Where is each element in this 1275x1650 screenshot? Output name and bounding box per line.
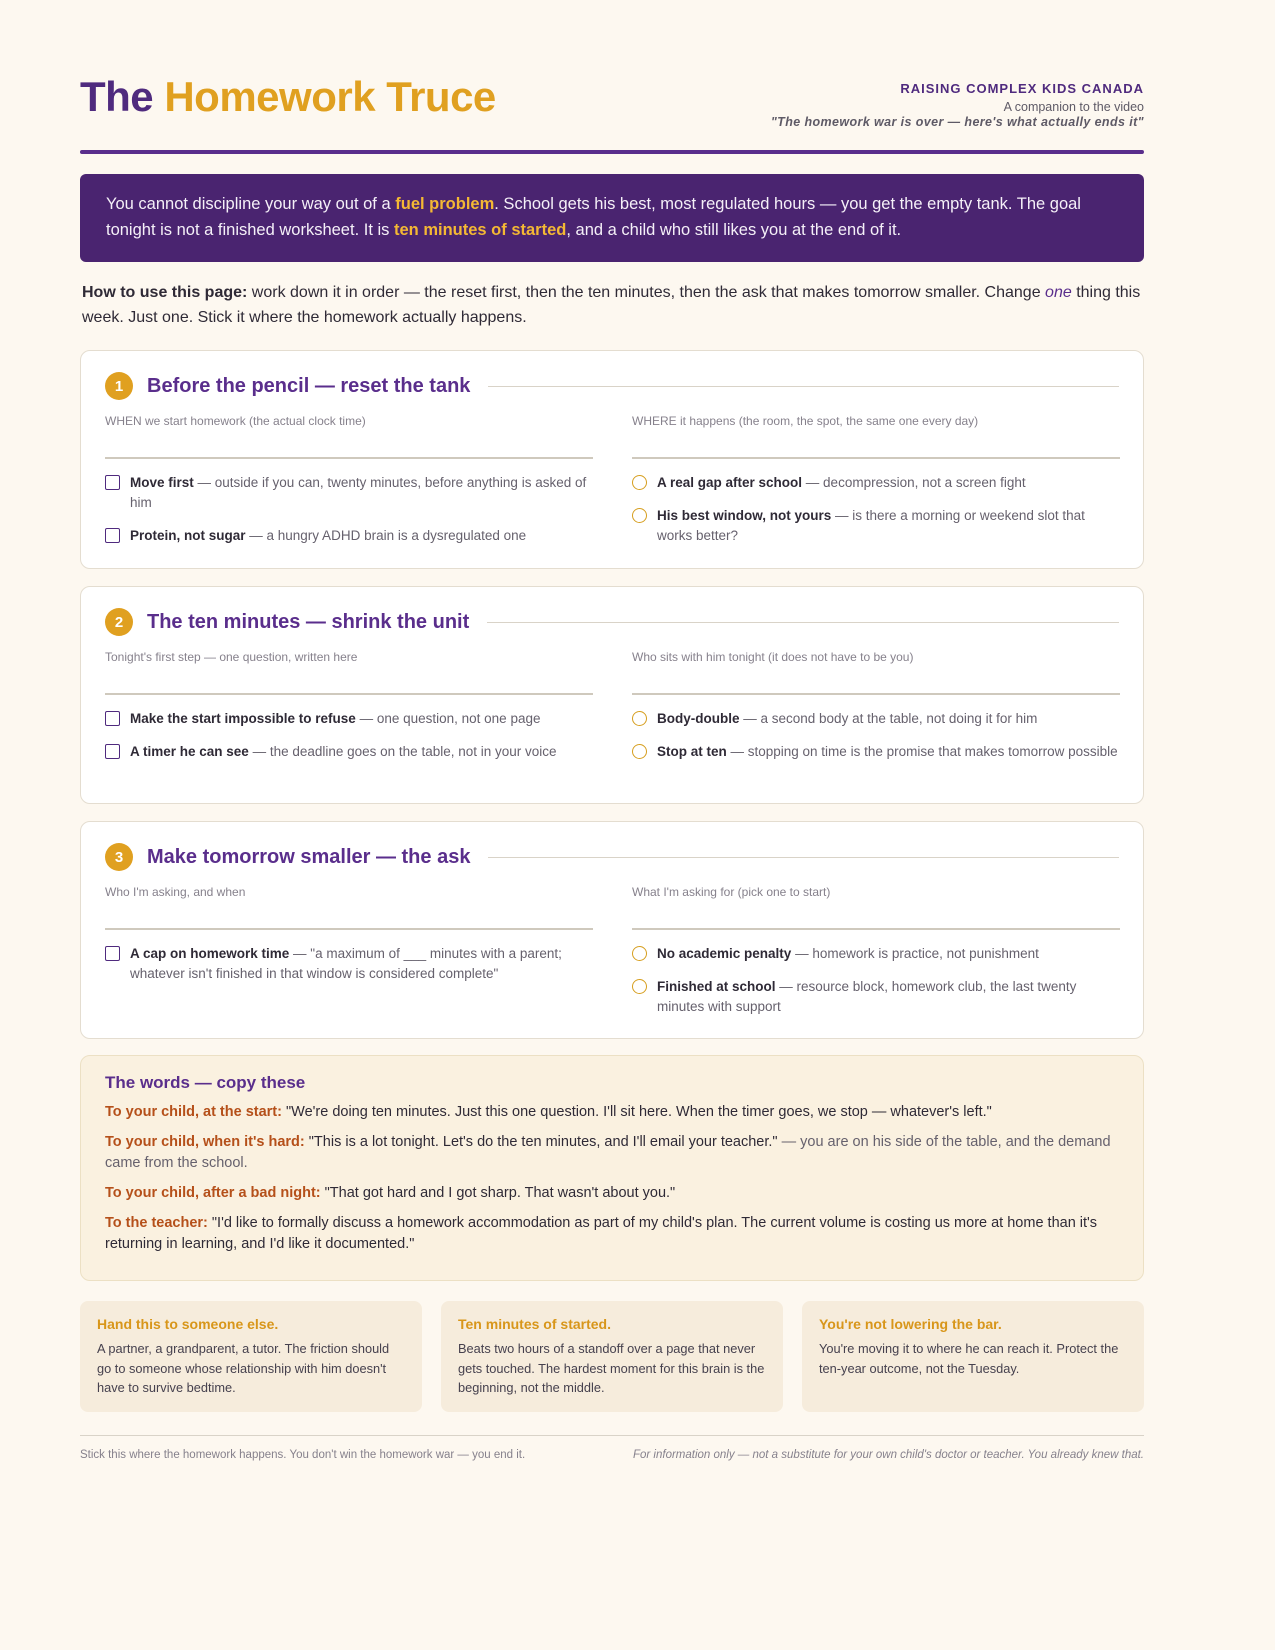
field-label: Who sits with him tonight (it does not have to be you) [632, 650, 914, 664]
option-list [632, 944, 1120, 1017]
item-bold: Make the start impossible to refuse [130, 711, 356, 726]
script-quote: "We're doing ten minutes. Just this one question. I'll sit here. When the timer goes, we stop — whatever's left." [281, 1104, 992, 1120]
option-item [632, 506, 1120, 546]
item-bold: A cap on homework time [130, 946, 290, 961]
footer-note: Stick this where the homework happens. You don't win the homework war — you end it. [80, 1449, 526, 1461]
checklist [105, 944, 593, 984]
checkbox[interactable] [105, 711, 120, 726]
radio-circle[interactable] [632, 711, 647, 726]
footer-divider [80, 1435, 1144, 1436]
hero-banner [80, 174, 1144, 262]
field-label: Who I'm asking, and when [105, 885, 246, 899]
item-text [657, 709, 1037, 729]
item-rest: — decompression, not a screen fight [802, 475, 1026, 490]
item-rest: — is there a morning or weekend slot that works better? [657, 508, 1085, 543]
section-title-rule [487, 622, 1119, 623]
script-note: — you are on his side of the table, and the demand came from the school. [105, 1134, 1111, 1171]
field-label: WHEN we start homework (the actual clock time) [105, 414, 366, 428]
tip-body: Beats two hours of a standoff over a page that never gets touched. The hardest moment for this brain is the beginning, not the middle. [458, 1341, 765, 1395]
section-title-rule [488, 857, 1119, 858]
script-quote: "That got hard and I got sharp. That wasn't about you." [320, 1185, 676, 1201]
hero-highlight-1: fuel problem [395, 195, 495, 213]
section-title: Before the pencil — reset the tank [147, 374, 471, 397]
radio-circle[interactable] [632, 475, 647, 490]
field-label: Tonight's first step — one question, written here [105, 650, 358, 664]
footer-disclaimer: For information only — not a substitute for your own child's doctor or teacher. You already knew that. [632, 1449, 1144, 1461]
item-text [130, 742, 557, 762]
write-in-line[interactable] [105, 693, 593, 695]
words-title: The words — copy these [105, 1073, 306, 1092]
script-line [105, 1102, 1119, 1123]
tip-card [80, 1301, 422, 1412]
script-line [105, 1213, 1119, 1255]
item-text [130, 526, 526, 546]
write-in-line[interactable] [632, 693, 1120, 695]
section-ten-minutes [80, 586, 1144, 804]
hero-text-2: . School gets his best, most regulated hours — you get the empty tank. The goal tonight is not a finished worksheet. It is [106, 195, 1081, 239]
item-bold: Move first [130, 475, 194, 490]
section-reset-the-tank [80, 350, 1144, 569]
right-column [632, 884, 1120, 1030]
section-number-badge: 1 [105, 372, 133, 400]
script-audience: To the teacher: [105, 1215, 208, 1231]
item-bold: A timer he can see [130, 744, 249, 759]
item-text [130, 473, 593, 513]
item-bold: A real gap after school [657, 475, 803, 490]
section-header [105, 607, 1119, 637]
item-rest: — stopping on time is the promise that makes tomorrow possible [726, 744, 1118, 759]
option-item [632, 709, 1120, 729]
checklist-item [105, 742, 593, 762]
checkbox[interactable] [105, 528, 120, 543]
hero-text-1: You cannot discipline your way out of a [106, 195, 396, 213]
script-line [105, 1183, 1119, 1204]
checklist [105, 473, 593, 546]
checkbox[interactable] [105, 475, 120, 490]
checklist [105, 709, 593, 762]
field-label: What I'm asking for (pick one to start) [632, 885, 831, 899]
section-title: Make tomorrow smaller — the ask [147, 845, 471, 868]
item-text [657, 742, 1118, 762]
option-item [632, 742, 1120, 762]
field-label: WHERE it happens (the room, the spot, the same one every day) [632, 414, 979, 428]
tip-title: You're not lowering the bar. [819, 1316, 1002, 1332]
item-bold: No academic penalty [657, 946, 792, 961]
checklist-item [105, 526, 593, 546]
radio-circle[interactable] [632, 979, 647, 994]
script-audience: To your child, at the start: [105, 1104, 282, 1120]
video-title: "The homework war is over — here's what actually ends it" [770, 115, 1144, 129]
item-bold: Finished at school [657, 979, 776, 994]
how-to-lead: How to use this page: [82, 284, 248, 301]
header [80, 0, 1144, 158]
script-quote: "This is a lot tonight. Let's do the ten minutes, and I'll email your teacher." [304, 1134, 778, 1150]
checklist-item [105, 944, 593, 984]
radio-circle[interactable] [632, 508, 647, 523]
title-homework-truce: Homework Truce [164, 73, 496, 120]
tip-card [802, 1301, 1144, 1412]
option-list [632, 473, 1120, 546]
how-to-text-2: thing this week. Just one. Stick it where the homework actually happens. [82, 284, 1141, 326]
item-text [657, 944, 1039, 964]
checklist-item [105, 473, 593, 513]
script-line [105, 1132, 1119, 1174]
tip-body: You're moving it to where he can reach it. Protect the ten-year outcome, not the Tuesday. [819, 1341, 1119, 1376]
checklist-item [105, 709, 593, 729]
brand-block [771, 81, 1144, 130]
item-text [657, 506, 1120, 546]
tip-title: Ten minutes of started. [458, 1316, 611, 1332]
item-bold: Body-double [657, 711, 740, 726]
script-audience: To your child, when it's hard: [105, 1134, 305, 1150]
write-in-line[interactable] [632, 928, 1120, 930]
tip-card [441, 1301, 783, 1412]
option-item [632, 944, 1120, 964]
item-rest: — resource block, homework club, the last twenty minutes with support [657, 979, 1077, 1014]
item-text [657, 473, 1026, 493]
section-the-ask [80, 821, 1144, 1039]
item-rest: — "a maximum of ___ minutes with a parent; whatever isn't finished in that window is considered complete" [130, 946, 562, 981]
item-text [130, 709, 540, 729]
right-column [632, 649, 1120, 775]
section-title-rule [488, 386, 1119, 387]
write-in-line[interactable] [105, 928, 593, 930]
left-column [105, 884, 593, 997]
hero-highlight-2: ten minutes of started [394, 221, 567, 239]
section-number-badge: 3 [105, 843, 133, 871]
item-rest: — homework is practice, not punishment [791, 946, 1039, 961]
section-number-badge: 2 [105, 608, 133, 636]
tip-body: A partner, a grandparent, a tutor. The friction should go to someone whose relationship with him doesn't have to survive bedtime. [97, 1341, 390, 1395]
option-item [632, 473, 1120, 493]
left-column [105, 649, 593, 775]
option-item [632, 977, 1120, 1017]
section-header [105, 371, 1119, 401]
org-name: RAISING COMPLEX KIDS CANADA [900, 81, 1144, 96]
item-rest: — a second body at the table, not doing it for him [739, 711, 1038, 726]
right-column [632, 413, 1120, 559]
tip-title: Hand this to someone else. [97, 1316, 279, 1332]
radio-circle[interactable] [632, 946, 647, 961]
title-the: The [80, 73, 154, 120]
hero-text-3: , and a child who still likes you at the end of it. [566, 221, 902, 239]
item-bold: Protein, not sugar [130, 528, 246, 543]
item-rest: — a hungry ADHD brain is a dysregulated one [245, 528, 527, 543]
header-divider [80, 150, 1144, 154]
write-in-line[interactable] [632, 457, 1120, 459]
item-text [130, 944, 593, 984]
checkbox[interactable] [105, 946, 120, 961]
words-script-box [80, 1055, 1144, 1281]
section-header [105, 842, 1119, 872]
item-rest: — one question, not one page [355, 711, 541, 726]
companion-text: A companion to the video [1003, 100, 1144, 114]
radio-circle[interactable] [632, 744, 647, 759]
left-column [105, 413, 593, 559]
page-title [80, 72, 496, 122]
item-bold: His best window, not yours [657, 508, 832, 523]
worksheet-page [80, 0, 1144, 1461]
section-title: The ten minutes — shrink the unit [147, 610, 470, 633]
item-text [657, 977, 1120, 1017]
option-list [632, 709, 1120, 762]
script-quote: "I'd like to formally discuss a homework accommodation as part of my child's plan. The current volume is costing us more at home than it's returning in learning, and I'd like it documented." [105, 1215, 1098, 1252]
item-rest: — outside if you can, twenty minutes, before anything is asked of him [130, 475, 587, 510]
checkbox[interactable] [105, 744, 120, 759]
write-in-line[interactable] [105, 457, 593, 459]
script-audience: To your child, after a bad night: [105, 1185, 321, 1201]
item-bold: Stop at ten [657, 744, 727, 759]
how-to-use [82, 280, 1146, 330]
how-to-emphasis: one [1045, 284, 1072, 301]
item-rest: — the deadline goes on the table, not in your voice [248, 744, 557, 759]
how-to-text-1: work down it in order — the reset first, then the ten minutes, then the ask that makes tomorrow smaller. Change [247, 284, 1046, 301]
